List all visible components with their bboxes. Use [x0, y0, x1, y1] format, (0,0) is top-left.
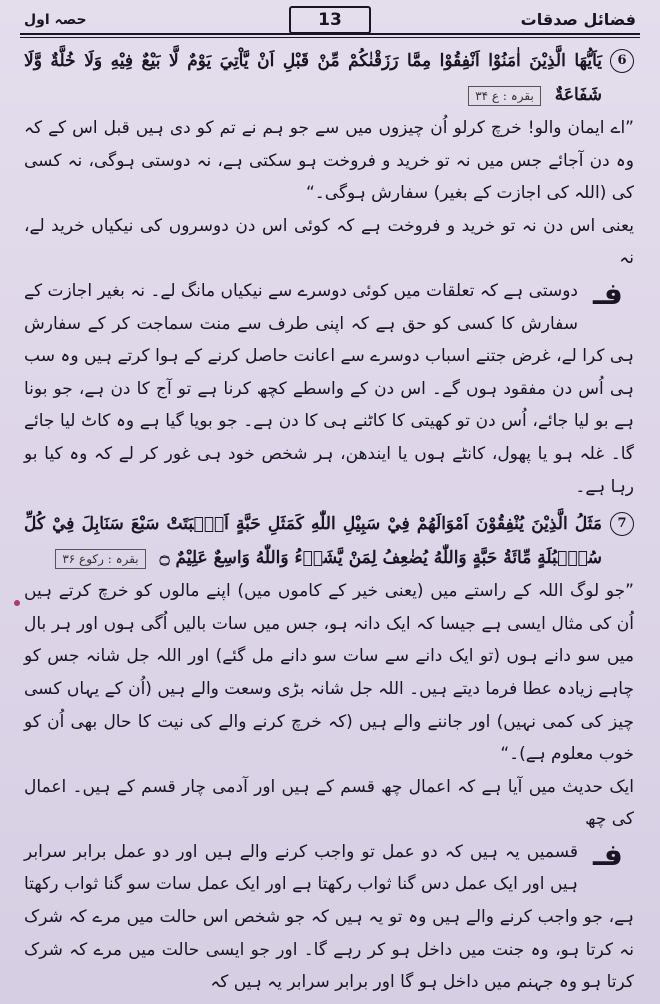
explanation: [24, 836, 634, 999]
fa-marker: فـ: [593, 837, 623, 873]
header-rule-thin: [20, 37, 640, 38]
margin-dot: [14, 600, 20, 606]
ayah-number: 6: [610, 49, 634, 73]
explanation-intro: ایک حدیث میں آیا ہے کہ اعمال چھ قسم کے ہیں اور آدمی چار قسم کے ہیں۔ اعمال کی چھ: [24, 776, 634, 830]
translation: ”اے ایمان والو! خرچ کرلو اُن چیزوں میں سے جو ہم نے تم کو دی ہیں قبل اس کے کہ وہ دن آجائے جس میں نہ تو خرید و فروخت ہو سکتی ہے، نہ دوستی ہوگی، نہ کسی کی (اللہ کی اجازت کے بغیر) سفارش ہوگی۔“: [24, 118, 634, 204]
translation: ”جو لوگ اللہ کے راستے میں (یعنی خیر کے کاموں میں) اپنے مالوں کو خرچ کرتے ہیں اُن کی مثال ایسی ہے جیسا کہ ایک دانہ ہو، جس میں سات بالیں اُگی ہوں اور ہر بال میں سو دانے ہوں (تو ایک دانے سے سات سو دانے مل گئے) اور اللہ جل شانہ جس کو چاہے زیادہ عطا فرما دیتے ہیں۔ اللہ جل شانہ بڑی وسعت والے ہیں (اُن کے یہاں کسی چیز کی کمی نہیں) اور جاننے والے ہیں (کہ خرچ کرنے والے کی نیت کا حال بھی اُن کو خوب معلوم ہے)۔“: [24, 581, 634, 765]
part-label: حصہ اول: [24, 12, 87, 28]
ayah-block: [24, 44, 634, 112]
page-header: [20, 4, 640, 34]
explanation: [24, 275, 634, 503]
header-rule: [20, 33, 640, 35]
explanation-text: قسمیں یہ ہیں کہ دو عمل تو واجب کرنے والے ہیں اور دو عمل برابر سرابر ہیں اور ایک عمل دس گنا ثواب رکھتا ہے اور ایک عمل سات سو گنا ثواب رکھتا ہے، جو واجب کرنے والے ہیں وہ تو یہ ہیں کہ جو شخص اس حالت میں مرے کہ شرک نہ کرتا ہو، وہ جنت میں داخل ہو کر رہے گا۔ اور جو ایسی حالت میں مرے کہ شرک کرتا ہو وہ جہنم میں داخل ہو گا اور برابر سرابر یہ ہیں کہ: [24, 841, 634, 993]
book-title: فضائل صدقات: [520, 10, 636, 29]
explanation-text: دوستی ہے کہ تعلقات میں کوئی دوسرے سے نیکیاں مانگ لے۔ نہ بغیر اجازت کے سفارش کا کسی کو حق ہے کہ اپنی طرف سے منت سماجت کر کے سفارش ہی کرا لے، غرض جتنے اسباب دوسرے سے اعانت حاصل کرنے کے ہوا کرتے ہیں وہ سب ہی اُس دن مفقود ہوں گے۔ اس دن کے واسطے کچھ کرنا ہے تو آج کا دن ہے، جو بونا ہے بو لیا جائے، اُس دن تو کھیتی کا کاٹنے ہی کا دن ہے۔ جو بویا گیا ہے وہ کاٹ لیا جائے گا۔ غلہ ہو یا پھول، کانٹے ہوں یا ایندھن، ہر شخص خود ہی غور کر لے کہ وہ کیا بو رہا ہے۔: [23, 280, 634, 497]
ayah-text: يَاَيُّهَا الَّذِيْنَ اٰمَنُوْا اَنْفِقُوْا مِمَّا رَزَقْنٰكُمْ مِّنْ قَبْلِ اَنْ يَّاْتِيَ يَوْمٌ لَّا بَيْعٌ فِيْهِ وَلَا خُلَّةٌ وَّلَا شَفَاعَةٌ: [24, 51, 602, 105]
surah-reference: بقرہ : ع ۳۴: [468, 86, 541, 106]
fa-marker: فـ: [593, 276, 623, 312]
explanation-intro: یعنی اس دن نہ تو خرید و فروخت ہے کہ کوئی اس دن دوسروں کی نیکیاں خرید لے، نہ: [24, 215, 634, 269]
surah-reference: بقرہ : رکوع ۳۶: [55, 549, 145, 569]
page-number: 13: [289, 6, 371, 34]
ayah-number: 7: [610, 512, 634, 536]
page-body: [24, 44, 634, 999]
ayah-text: مَثَلُ الَّذِيْنَ يُنْفِقُوْنَ اَمْوَالَهُمْ فِيْ سَبِيْلِ اللّٰهِ كَمَثَلِ حَبَّةٍ اَنْۢبَتَتْ سَبْعَ سَنَابِلَ فِيْ كُلِّ سُنْۢبُلَةٍ مِّائَةُ حَبَّةٍ وَاللّٰهُ يُضٰعِفُ لِمَنْ يَّشَاۤءُ وَاللّٰهُ وَاسِعٌ عَلِيْمٌ ۝: [24, 514, 602, 569]
ayah-block: [24, 507, 634, 575]
